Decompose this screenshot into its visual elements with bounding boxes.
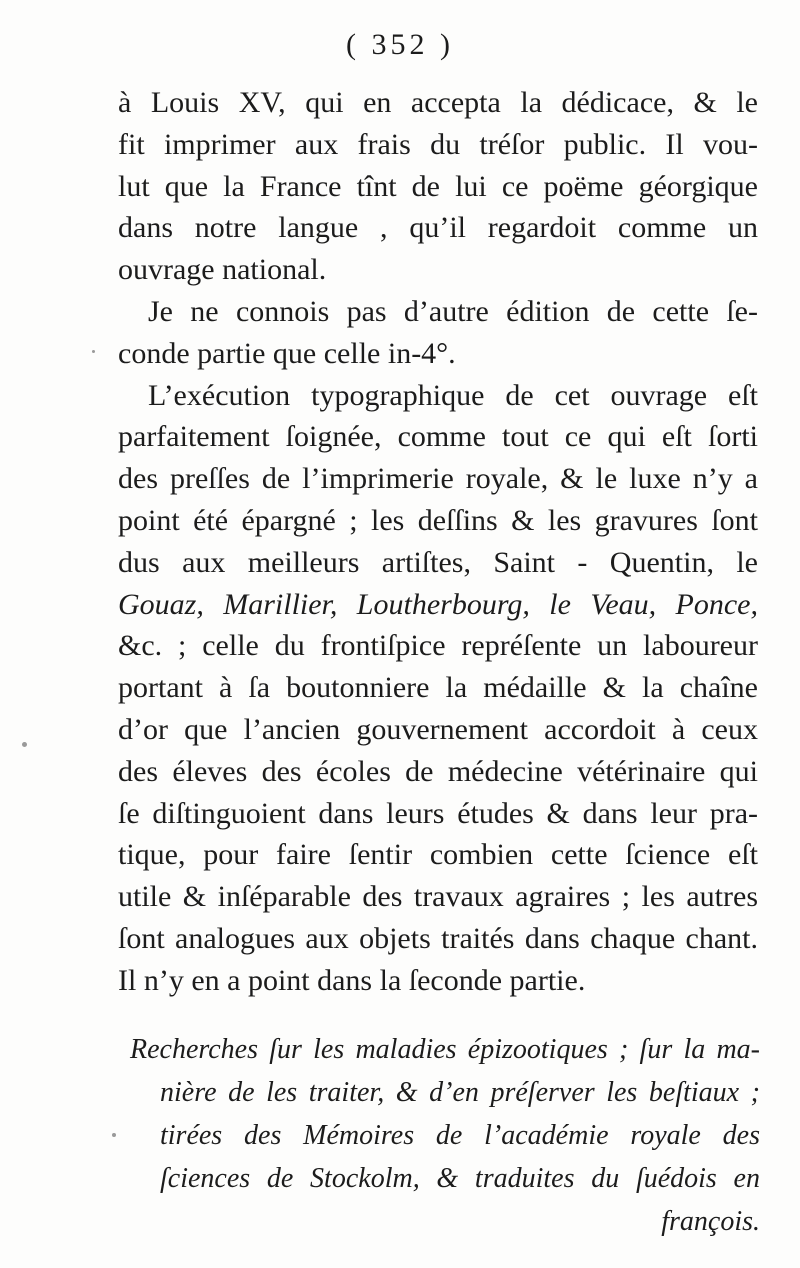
text-line: conde partie que celle in-4°. <box>118 336 456 370</box>
paper-speck <box>112 1133 116 1137</box>
bibliography-line: françois. <box>661 1206 760 1237</box>
page-number: ( 352 ) <box>346 28 454 61</box>
body-text <box>118 82 758 1002</box>
text-line: dans notre langue , qu’il regardoit comme un <box>118 211 758 245</box>
text-line: point été épargné ; les deſſins & les gravures ſont <box>118 503 758 537</box>
text-line: ouvrage national. <box>118 253 327 287</box>
text-line: parfaitement ſoignée, comme tout ce qui eſt ſorti <box>118 420 758 454</box>
text-line: L’exécution typographique de cet ouvrage eſt <box>148 378 758 412</box>
text-line: dus aux meilleurs artiſtes, Saint - Quentin, le <box>118 545 758 579</box>
paper-speck <box>92 350 95 353</box>
text-line: portant à ſa boutonniere la médaille & la chaîne <box>118 671 758 705</box>
text-line: tique, pour faire ſentir combien cette ſcience eſt <box>118 838 758 872</box>
bibliography-line: nière de les traiter, & d’en préſerver les beſtiaux ; <box>160 1077 760 1108</box>
text-line: fit imprimer aux frais du tréſor public. Il vou- <box>118 127 758 161</box>
text-line: des éleves des écoles de médecine vétérinaire qui <box>118 754 758 788</box>
bibliography-line: tirées des Mémoires de l’académie royale des <box>160 1120 760 1151</box>
text-line: &c. ; celle du frontiſpice repréſente un laboureur <box>118 629 758 663</box>
paper-speck <box>22 742 27 747</box>
bibliography-line: Recherches ſur les maladies épizootiques ; ſur la ma- <box>130 1034 760 1065</box>
bibliography-entry <box>130 1028 760 1243</box>
text-line: d’or que l’ancien gouvernement accordoit à ceux <box>118 712 758 746</box>
text-line: Il n’y en a point dans la ſeconde partie. <box>118 963 586 997</box>
text-line: ſont analogues aux objets traités dans chaque chant. <box>118 921 758 955</box>
text-line: à Louis XV, qui en accepta la dédicace, & le <box>118 86 758 119</box>
text-line: lut que la France tînt de lui ce poëme géorgique <box>118 169 758 203</box>
text-line: Gouaz, Marillier, Loutherbourg, le Veau, Ponce, <box>118 587 758 621</box>
text-line: des preſſes de l’imprimerie royale, & le luxe n’y a <box>118 462 758 496</box>
text-line: Je ne connois pas d’autre édition de cette ſe- <box>148 294 758 328</box>
bibliography-line: ſciences de Stockolm, & traduites du ſuédois en <box>160 1163 760 1194</box>
text-line: utile & inſéparable des travaux agraires ; les autres <box>118 880 758 914</box>
text-line: ſe diſtinguoient dans leurs études & dans leur pra- <box>118 796 758 830</box>
